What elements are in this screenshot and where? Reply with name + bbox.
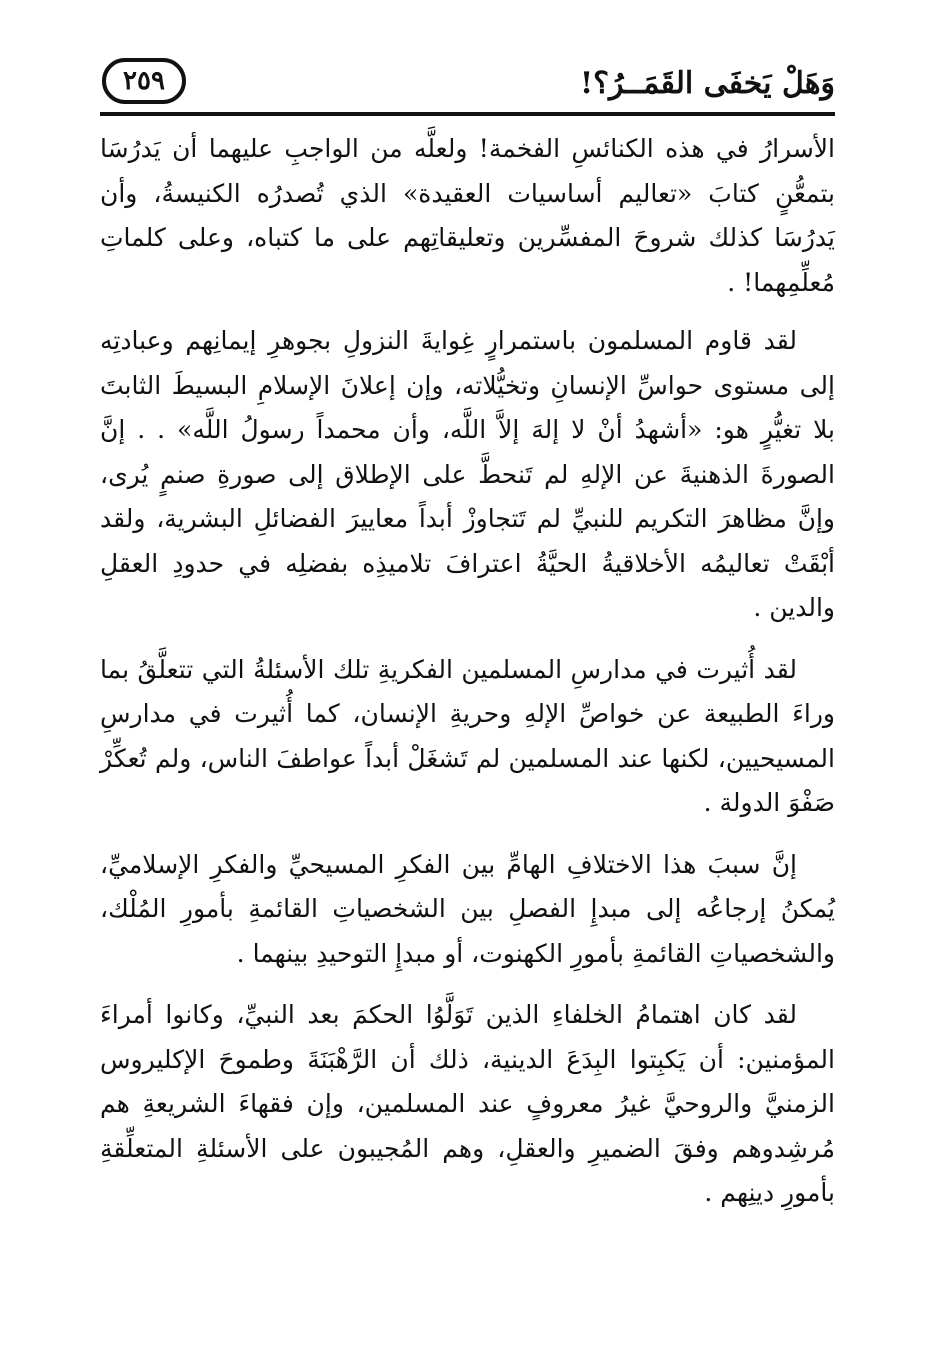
- header-divider: [100, 112, 835, 116]
- running-title: وَهَلْ يَخفَى القَمَــرُ؟!: [579, 66, 835, 101]
- page-body: [100, 127, 835, 1233]
- paragraph-2: لقد قاوم المسلمون باستمرارٍ غِوايةَ النزولِ بجوهرِ إيمانِهم وعبادتِه إلى مستوى حواسِّ الإنسانِ وتخيُّلاته، وإن إعلانَ الإسلامِ البسيطَ الثابتَ بلا تغيُّرٍ هو: «أشهدُ أنْ لا إلهَ إلاَّ اللَّه، وأن محمداً رسولُ اللَّه» . . إنَّ الصورةَ الذهنيةَ عن الإلهِ لم تَنحطَّ على الإطلاق إلى صورةِ صنمٍ يُرى، وإنَّ مظاهرَ التكريم للنبيِّ لم تَتجاوزْ أبداً معاييرَ الفضائلِ البشرية، ولقد أبْقَتْ تعاليمُه الأخلاقيةُ الحيَّةُ اعترافَ تلاميذِه بفضلِه في حدودِ العقلِ والدين .: [100, 326, 835, 622]
- paragraph-4: إنَّ سببَ هذا الاختلافِ الهامِّ بين الفكرِ المسيحيِّ والفكرِ الإسلاميِّ، يُمكنُ إرجاعُه إلى مبدإِ الفصلِ بين الشخصياتِ القائمةِ بأمورِ المُلْك، والشخصياتِ القائمةِ بأمورِ الكهنوت، أو مبدإِ التوحيدِ بينهما .: [100, 849, 835, 968]
- page-header: [100, 58, 835, 114]
- paragraph-3: لقد أُثيرت في مدارسِ المسلمين الفكريةِ تلك الأسئلةُ التي تتعلَّقُ بما وراءَ الطبيعة عن خواصِّ الإلهِ وحريةِ الإنسان، كما أُثيرت في مدارسِ المسيحيين، لكنها عند المسلمين لم تَشغَلْ أبداً عواطفَ الناس، ولم تُعكِّرْ صَفْوَ الدولة .: [100, 654, 835, 817]
- page-number: ٢٥٩: [102, 58, 186, 104]
- paragraph-5: لقد كان اهتمامُ الخلفاءِ الذين تَوَلَّوُا الحكمَ بعد النبيِّ، وكانوا أمراءَ المؤمنين: أن يَكبِتوا البِدَعَ الدينية، ذلك أن الرَّهْبَنَةَ وطموحَ الإكليروس الزمنيَّ والروحيَّ غيرُ معروفٍ عند المسلمين، وإن فقهاءَ الشريعةِ هم مُرشِدوهم وفقَ الضميرِ والعقلِ، وهم المُجيبون على الأسئلةِ المتعلِّقةِ بأمورِ دينِهم .: [100, 1000, 835, 1207]
- paragraph-1: الأسرارُ في هذه الكنائسِ الفخمة! ولعلَّه من الواجبِ عليهما أن يَدرُسَا بتمعُّنٍ كتابَ «تعاليم أساسيات العقيدة» الذي تُصدرُه الكنيسةُ، وأن يَدرُسَا كذلك شروحَ المفسِّرين وتعليقاتِهم على ما كتباه، وعلى كلماتِ مُعلِّمِهما! .: [100, 134, 835, 297]
